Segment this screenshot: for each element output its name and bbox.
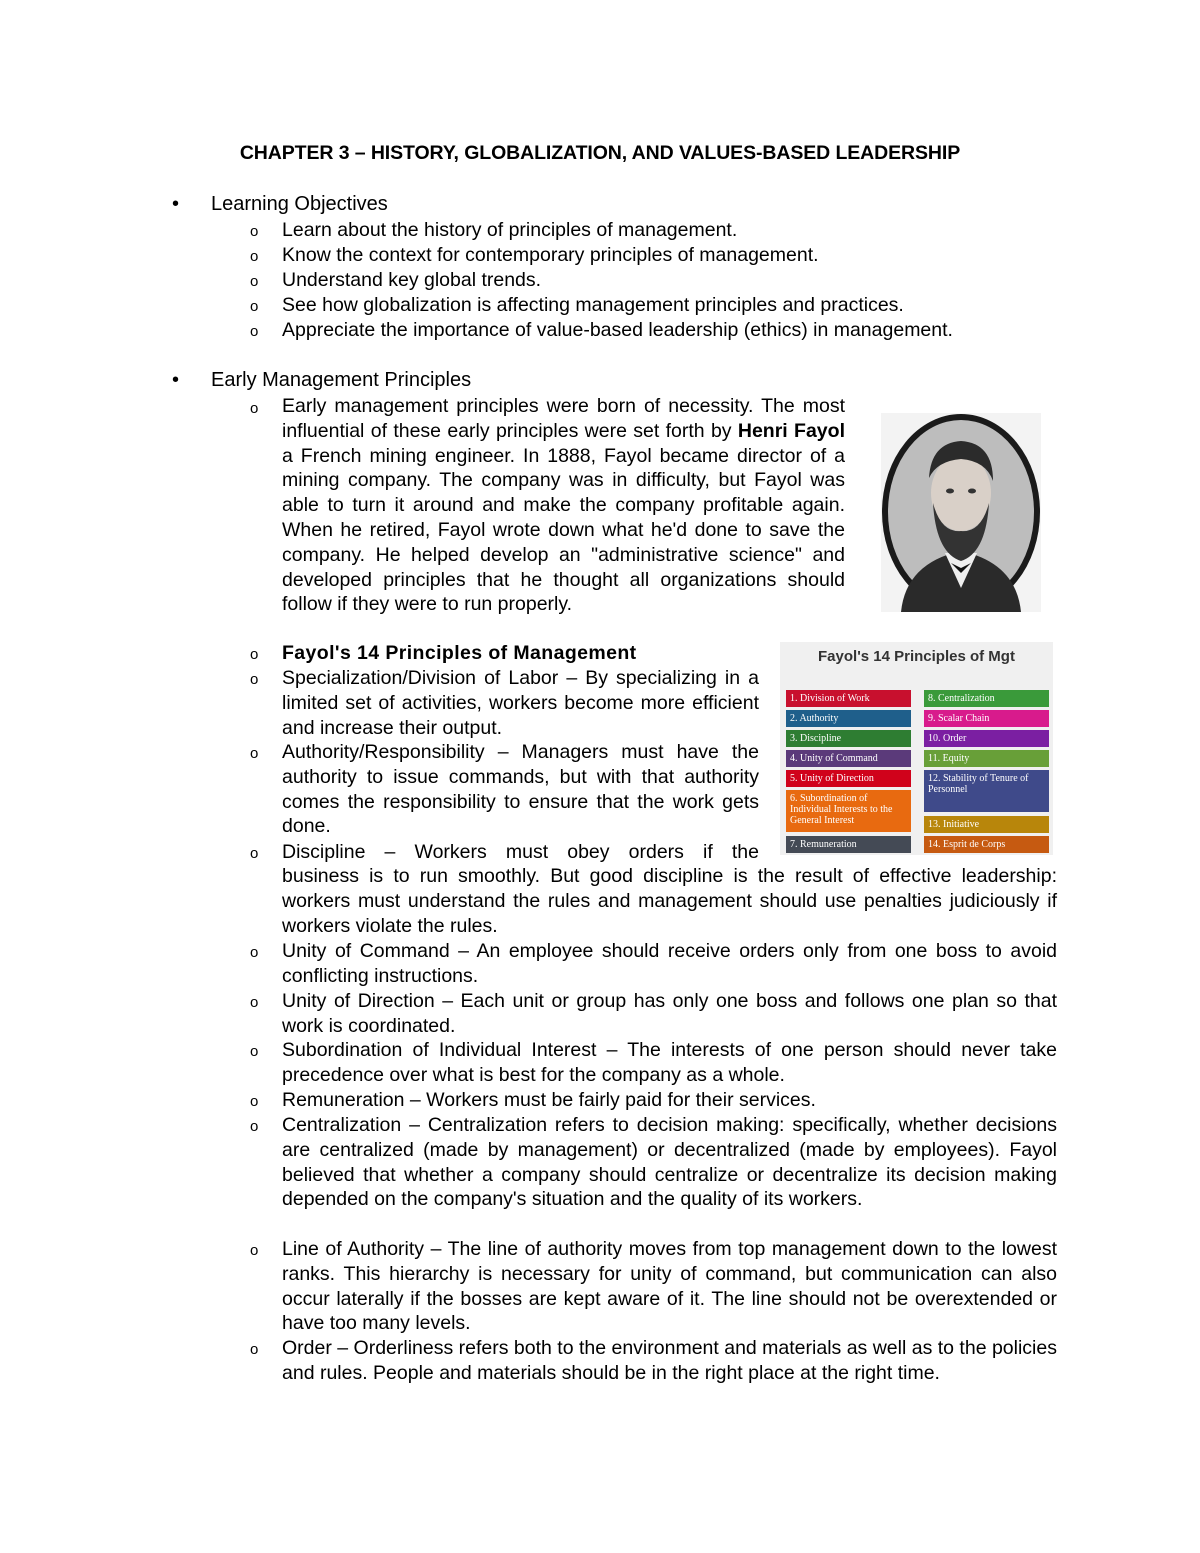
principle-authority: Authority/Responsibility – Managers must have the authority to issue commands, but with that authority comes the responsibility to ensure that the work gets done.: [282, 741, 759, 838]
sub-bullet-glyph: o: [250, 994, 259, 1011]
figure-cell-left: 6. Subordination of Individual Interests to the General Interest: [786, 790, 911, 832]
learning-objective-3: Understand key global trends.: [282, 269, 542, 291]
figure-cell-left: 3. Discipline: [786, 730, 911, 747]
sub-bullet-glyph: o: [250, 1043, 259, 1060]
bullet-glyph: •: [172, 369, 180, 391]
figure-title: Fayol's 14 Principles of Mgt: [818, 648, 1015, 665]
figure-cell-left: 5. Unity of Direction: [786, 770, 911, 787]
figure-cell-right: 8. Centralization: [924, 690, 1049, 707]
figure-cell-left: 4. Unity of Command: [786, 750, 911, 767]
figure-cell-left: 1. Division of Work: [786, 690, 911, 707]
learning-objective-5: Appreciate the importance of value-based leadership (ethics) in management.: [282, 319, 953, 341]
figure-cell-right: 13. Initiative: [924, 816, 1049, 833]
sub-bullet-glyph: o: [250, 273, 259, 290]
sub-bullet-glyph: o: [250, 671, 259, 688]
bullet-glyph: •: [172, 193, 180, 215]
principle-line-of-authority: Line of Authority – The line of authority moves from top management down to the lowest ranks. This hierarchy is necessary for unity of command, but communication can also occur laterally if the bosses are kept aware of it. The line should not be overextended or have too many levels.: [282, 1238, 1057, 1335]
figure-cell-right: 9. Scalar Chain: [924, 710, 1049, 727]
principle-discipline-rest: business is to run smoothly. But good discipline is the result of effective leadership: workers must understand the rules and management should use penalties judiciously if workers violate the rules.: [282, 865, 1057, 937]
sub-bullet-glyph: o: [250, 298, 259, 315]
fayol-principles-heading: Fayol's 14 Principles of Management: [282, 642, 637, 664]
learning-objectives-heading: Learning Objectives: [211, 193, 388, 215]
sub-bullet-glyph: o: [250, 845, 259, 862]
sub-bullet-glyph: o: [250, 646, 259, 663]
sub-bullet-glyph: o: [250, 400, 259, 417]
early-management-heading: Early Management Principles: [211, 369, 472, 391]
learning-objective-4: See how globalization is affecting management principles and practices.: [282, 294, 904, 316]
page-title: CHAPTER 3 – HISTORY, GLOBALIZATION, AND VALUES-BASED LEADERSHIP: [239, 142, 961, 164]
sub-bullet-glyph: o: [250, 1242, 259, 1259]
sub-bullet-glyph: o: [250, 223, 259, 240]
figure-cell-right: 12. Stability of Tenure of Personnel: [924, 770, 1049, 812]
fayol-principles-figure: [780, 642, 1053, 855]
figure-cell-left: 7. Remuneration: [786, 836, 911, 853]
sub-bullet-glyph: o: [250, 745, 259, 762]
figure-cell-right: 11. Equity: [924, 750, 1049, 767]
sub-bullet-glyph: o: [250, 1093, 259, 1110]
principle-order: Order – Orderliness refers both to the environment and materials as well as to the policies and rules. People and materials should be in the right place at the right time.: [282, 1337, 1057, 1384]
learning-objective-1: Learn about the history of principles of management.: [282, 219, 738, 241]
sub-bullet-glyph: o: [250, 248, 259, 265]
principle-unity-of-direction: Unity of Direction – Each unit or group has only one boss and follows one plan so that work is coordinated.: [282, 990, 1057, 1037]
sub-bullet-glyph: o: [250, 323, 259, 340]
sub-bullet-glyph: o: [250, 1118, 259, 1135]
learning-objective-2: Know the context for contemporary principles of management.: [282, 244, 819, 266]
principle-specialization: Specialization/Division of Labor – By specializing in a limited set of activities, workers become more efficient and increase their output.: [282, 667, 759, 739]
figure-cell-right: 10. Order: [924, 730, 1049, 747]
sub-bullet-glyph: o: [250, 1341, 259, 1358]
henri-fayol-portrait: [881, 413, 1041, 612]
principle-remuneration: Remuneration – Workers must be fairly paid for their services.: [282, 1089, 816, 1111]
fayol-intro-paragraph: Early management principles were born of necessity. The most influential of these early principles were set forth by Henri Fayol a French mining engineer. In 1888, Fayol became director of a mining company. The company was in difficulty, but Fayol was able to turn it around and make the company profitable again. When he retired, Fayol wrote down what he'd done to save the company. He helped develop an "administrative science" and developed principles that he thought all organizations should follow if they were to run properly.: [282, 395, 845, 616]
henri-fayol-name: Henri Fayol: [737, 419, 845, 442]
principle-discipline-line1: Discipline – Workers must obey orders if the: [282, 841, 759, 863]
principle-centralization: Centralization – Centralization refers to decision making: specifically, whether decisions are centralized (made by management) or decentralized (made by employees). Fayol believed that whether a company should centralize or decentralize its decision making depended on the company's situation and the quality of its workers.: [282, 1114, 1057, 1211]
principle-subordination: Subordination of Individual Interest – The interests of one person should never take precedence over what is best for the company as a whole.: [282, 1039, 1057, 1086]
principle-unity-of-command: Unity of Command – An employee should receive orders only from one boss to avoid conflicting instructions.: [282, 940, 1057, 987]
sub-bullet-glyph: o: [250, 944, 259, 961]
figure-cell-right: 14. Esprit de Corps: [924, 836, 1049, 853]
figure-cell-left: 2. Authority: [786, 710, 911, 727]
